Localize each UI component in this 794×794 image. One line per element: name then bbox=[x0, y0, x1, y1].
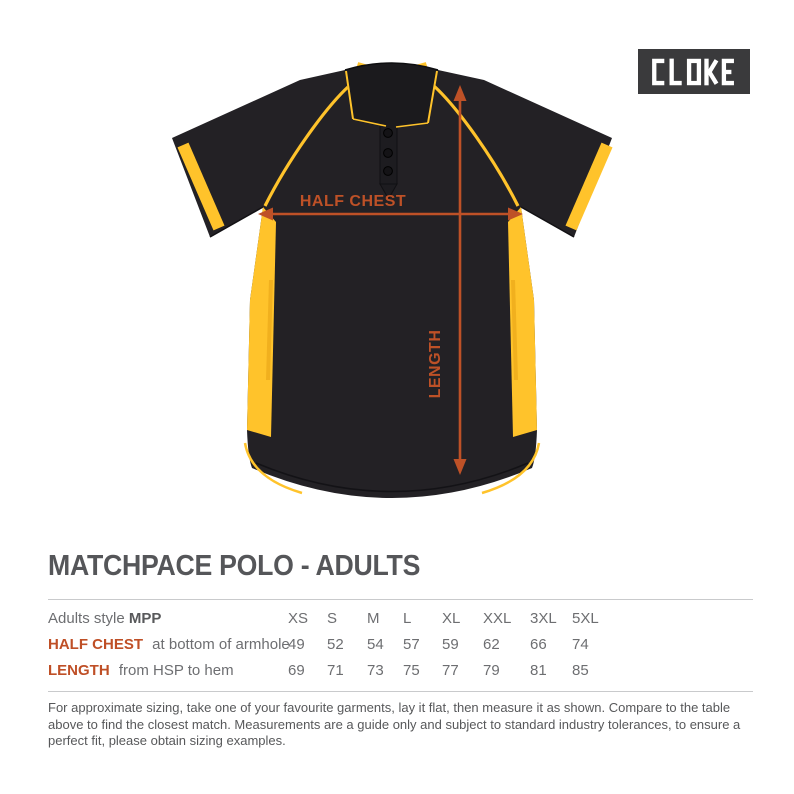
table-value: 57 bbox=[403, 635, 420, 653]
size-header: XS bbox=[288, 609, 309, 627]
table-value: 54 bbox=[367, 635, 384, 653]
size-header: M bbox=[367, 609, 380, 627]
metric-name: HALF CHEST bbox=[48, 635, 143, 653]
collar bbox=[345, 63, 438, 128]
metric-label-length bbox=[48, 662, 288, 679]
table-value: 74 bbox=[572, 635, 589, 653]
table-value: 66 bbox=[530, 635, 547, 653]
sizing-table bbox=[48, 605, 758, 683]
half-chest-label: HALF CHEST bbox=[299, 193, 407, 210]
cloke-logo-icon bbox=[652, 58, 736, 86]
table-value: 73 bbox=[367, 661, 384, 679]
polo-shirt-illustration bbox=[130, 50, 660, 520]
size-header: XXL bbox=[483, 609, 512, 627]
table-value: 79 bbox=[483, 661, 500, 679]
size-header: L bbox=[403, 609, 412, 627]
table-value: 52 bbox=[327, 635, 344, 653]
size-header: 3XL bbox=[530, 609, 557, 627]
divider-top bbox=[48, 599, 753, 600]
placket bbox=[380, 122, 397, 199]
footer-note: For approximate sizing, take one of your favourite garments, lay it flat, then measure it as shown. Compare to the table above to find the closest match. Measurements are a guide only and subject to standard industry tolerances, to ensure a perfect fit, please obtain sizing examples. bbox=[48, 700, 741, 748]
size-header: XL bbox=[442, 609, 461, 627]
table-value: 69 bbox=[288, 661, 305, 679]
style-code: MPP bbox=[128, 609, 162, 627]
table-value: 81 bbox=[530, 661, 547, 679]
table-value: 77 bbox=[442, 661, 459, 679]
table-value: 59 bbox=[442, 635, 459, 653]
page-title: MATCHPACE POLO - ADULTS bbox=[48, 550, 421, 582]
table-value: 49 bbox=[288, 635, 305, 653]
divider-bottom bbox=[48, 691, 753, 692]
metric-description: from HSP to hem bbox=[118, 661, 234, 679]
length-label: LENGTH bbox=[427, 329, 444, 399]
style-label bbox=[48, 610, 288, 627]
metric-description: at bottom of armhole bbox=[152, 635, 290, 653]
metric-label-half-chest bbox=[48, 636, 288, 653]
table-value: 75 bbox=[403, 661, 420, 679]
table-value: 71 bbox=[327, 661, 344, 679]
table-value: 62 bbox=[483, 635, 500, 653]
size-header: 5XL bbox=[572, 609, 599, 627]
table-value: 85 bbox=[572, 661, 589, 679]
size-header: S bbox=[327, 609, 338, 627]
metric-name: LENGTH bbox=[48, 661, 110, 679]
shirt-diagram bbox=[130, 50, 660, 520]
style-label-prefix: Adults style bbox=[48, 609, 125, 627]
